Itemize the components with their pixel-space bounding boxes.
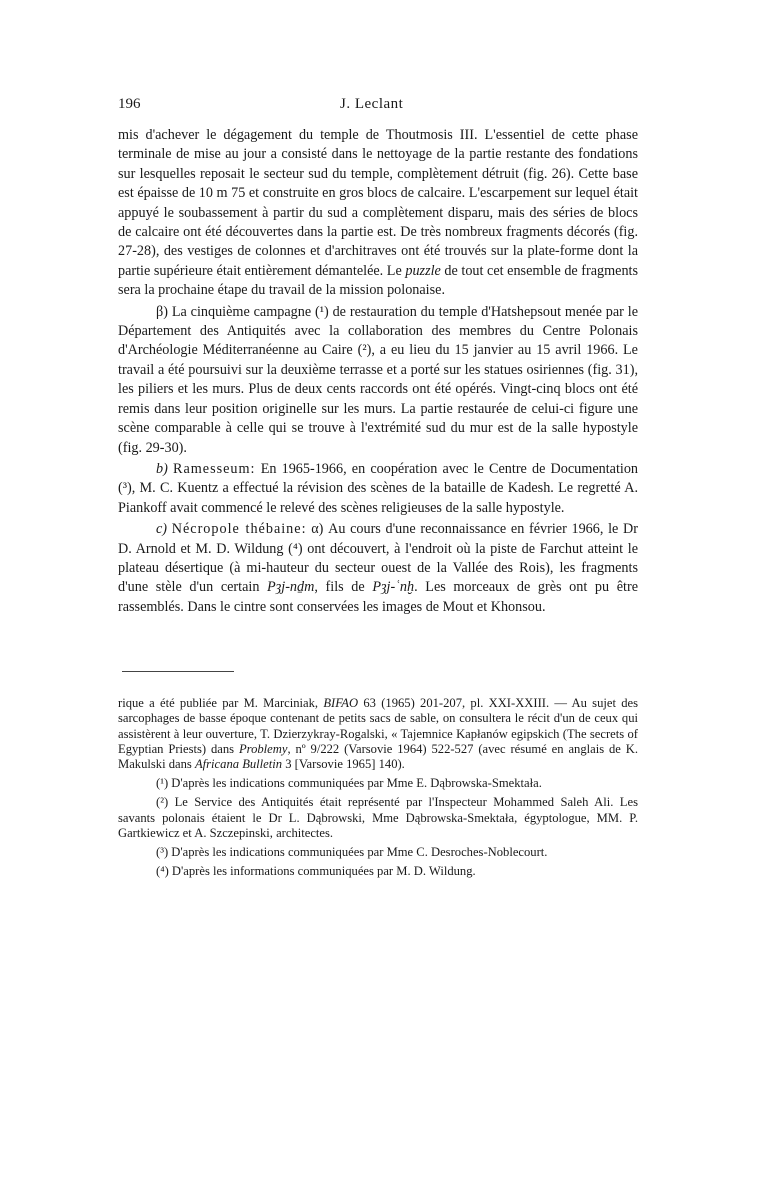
footnote-3: (³) D'après les indications communiquées par Mme C. Desroches-Noblecourt. [156,844,548,859]
paragraph-text: , fils de [314,579,365,596]
paragraph-ramesseum [118,460,638,518]
paragraph-text: , M. C. Kuentz a effectué la révision des scènes de la bataille de Kadesh. Le regretté A. Piankoff avait commencé le relevé des scènes religieuses de la salle hypostyle. [118,480,638,516]
footnote-text: 63 (1965) 201-207, pl. XXI-XXIII. — Au sujet des sarcophages de basse époque contenant de petits sacs de sable, on consultera le récit d'un de ceux qui assistèrent à leur ouverture, T. Dzierzykray-Rogalski, « Tajemnice Kapłanów egipskich (The secrets of Egyptian Priests) dans [118,696,638,756]
paragraph-necropole [118,520,638,617]
footnote-continuation [118,696,638,772]
body-text [118,126,638,617]
running-head [118,96,638,118]
paragraph-text: β) La cinquième campagne [156,303,312,320]
footnote-1: (¹) D'après les indications communiquées par Mme E. Dąbrowska-Smektała. [156,776,542,791]
footnote-2: (²) Le Service des Antiquités était représenté par l'Inspecteur Mohammed Saleh Ali. Les savants polonais étaient le Dr L. Dąbrowski, Mme Dąbrowska-Smektała, égyptologue, MM. P. Gartkiewicz et A. Szczepinski, architectes. [118,795,638,840]
journal-title: BIFAO [323,696,359,711]
paragraph-thoutmosis [118,126,638,301]
paragraph-text: ont découvert, à l'endroit où la piste de Farchut atteint le plateau désertique (à mi-hauteur du secteur ouest de la Vallée des Rois), les fragments d'une stèle d'un certain [118,540,638,596]
footnotes [118,696,638,879]
egyptian-name: Pȝj-nḏm [267,579,315,596]
page-number: 196 [118,96,141,112]
paragraph-text: de restauration du temple d'Hatshepsout menée par le Département des Antiquités avec la collaboration des membres du Centre Polonais d'Archéologie Méditerranéenne au Caire [118,303,638,359]
section-heading: Nécropole thébaine: [171,521,307,538]
footnote-text: rique a été publiée par M. Marciniak, [118,696,319,711]
footnote-ref: (²) [357,342,372,359]
paragraph-text: de tout cet ensemble de fragments sera la prochaine étape du travail de la mission polonaise. [118,262,639,299]
section-label: c) [156,521,168,538]
section-heading: Ramesseum: [173,460,256,477]
journal-title: Africana Bulletin [194,756,283,771]
footnote-4: (⁴) D'après les informations communiquées par M. D. Wildung. [156,864,476,879]
footnote-text: , nº 9/222 (Varsovie 1964) 522-527 (avec résumé en anglais de K. Makulski dans [118,741,638,771]
paragraph-hatshepsout [118,303,638,458]
running-title: J. Leclant [340,96,404,112]
paragraph-text: En 1965-1966, en coopération avec le Centre de Documentation [260,460,639,477]
journal-title: Problemy [238,741,288,756]
footnote-text: 3 [Varsovie 1965] 140). [285,756,405,771]
page [118,96,638,883]
paragraph-text: α) Au cours d'une reconnaissance en février 1966, le Dr D. Arnold et M. D. Wildung [118,521,639,557]
section-label: b) [156,460,168,477]
footnote-ref: (¹) [315,303,329,320]
paragraph-text: . Les morceaux de grès ont pu être rassemblés. Dans le cintre sont conservées les images de Mout et Khonsou. [118,579,638,615]
footnote-divider [122,671,234,672]
paragraph-text: mis d'achever le dégagement du temple de Thoutmosis III. L'essentiel de cette phase terminale de mise au jour a consisté dans le nettoyage de la partie restante des fondations sur lesquelles reposait le secteur sud du temple, complètement détruit (fig. 26). Cette base est épaisse de 10 m 75 et construite en gros blocs de calcaire. L'escarpement sur lequel était appuyé le soubassement à partir du sud a complètement disparu, mais des séries de blocs de calcaire ont été découvertes dans la partie est. De très nombreux fragments décorés (fig. 27-28), des vestiges de colonnes et d'architraves ont été trouvés sur la plate-forme dont la partie supérieure était entièrement démantelée. Le [118,127,638,279]
egyptian-name: Pȝj-ʿnḫ [372,579,415,596]
paragraph-text: , a eu lieu du 15 janvier au 15 avril 1966. Le travail a été poursuivi sur la deuxième terrasse et a porté sur les statues osiriennes (fig. 31), les piliers et les murs. Plus de deux cents raccords ont été opérés. Vingt-cinq blocs ont été remis dans leur position originelle sur les murs. La partie restaurée de celui-ci figure une scène comparable à celle qui se trouve à l'extrémité sud du mur est de la salle hypostyle (fig. 29-30). [118,342,638,456]
footnote-ref: (³) [118,480,132,497]
italic-term: puzzle [405,262,441,279]
footnote-ref: (⁴) [288,540,303,557]
